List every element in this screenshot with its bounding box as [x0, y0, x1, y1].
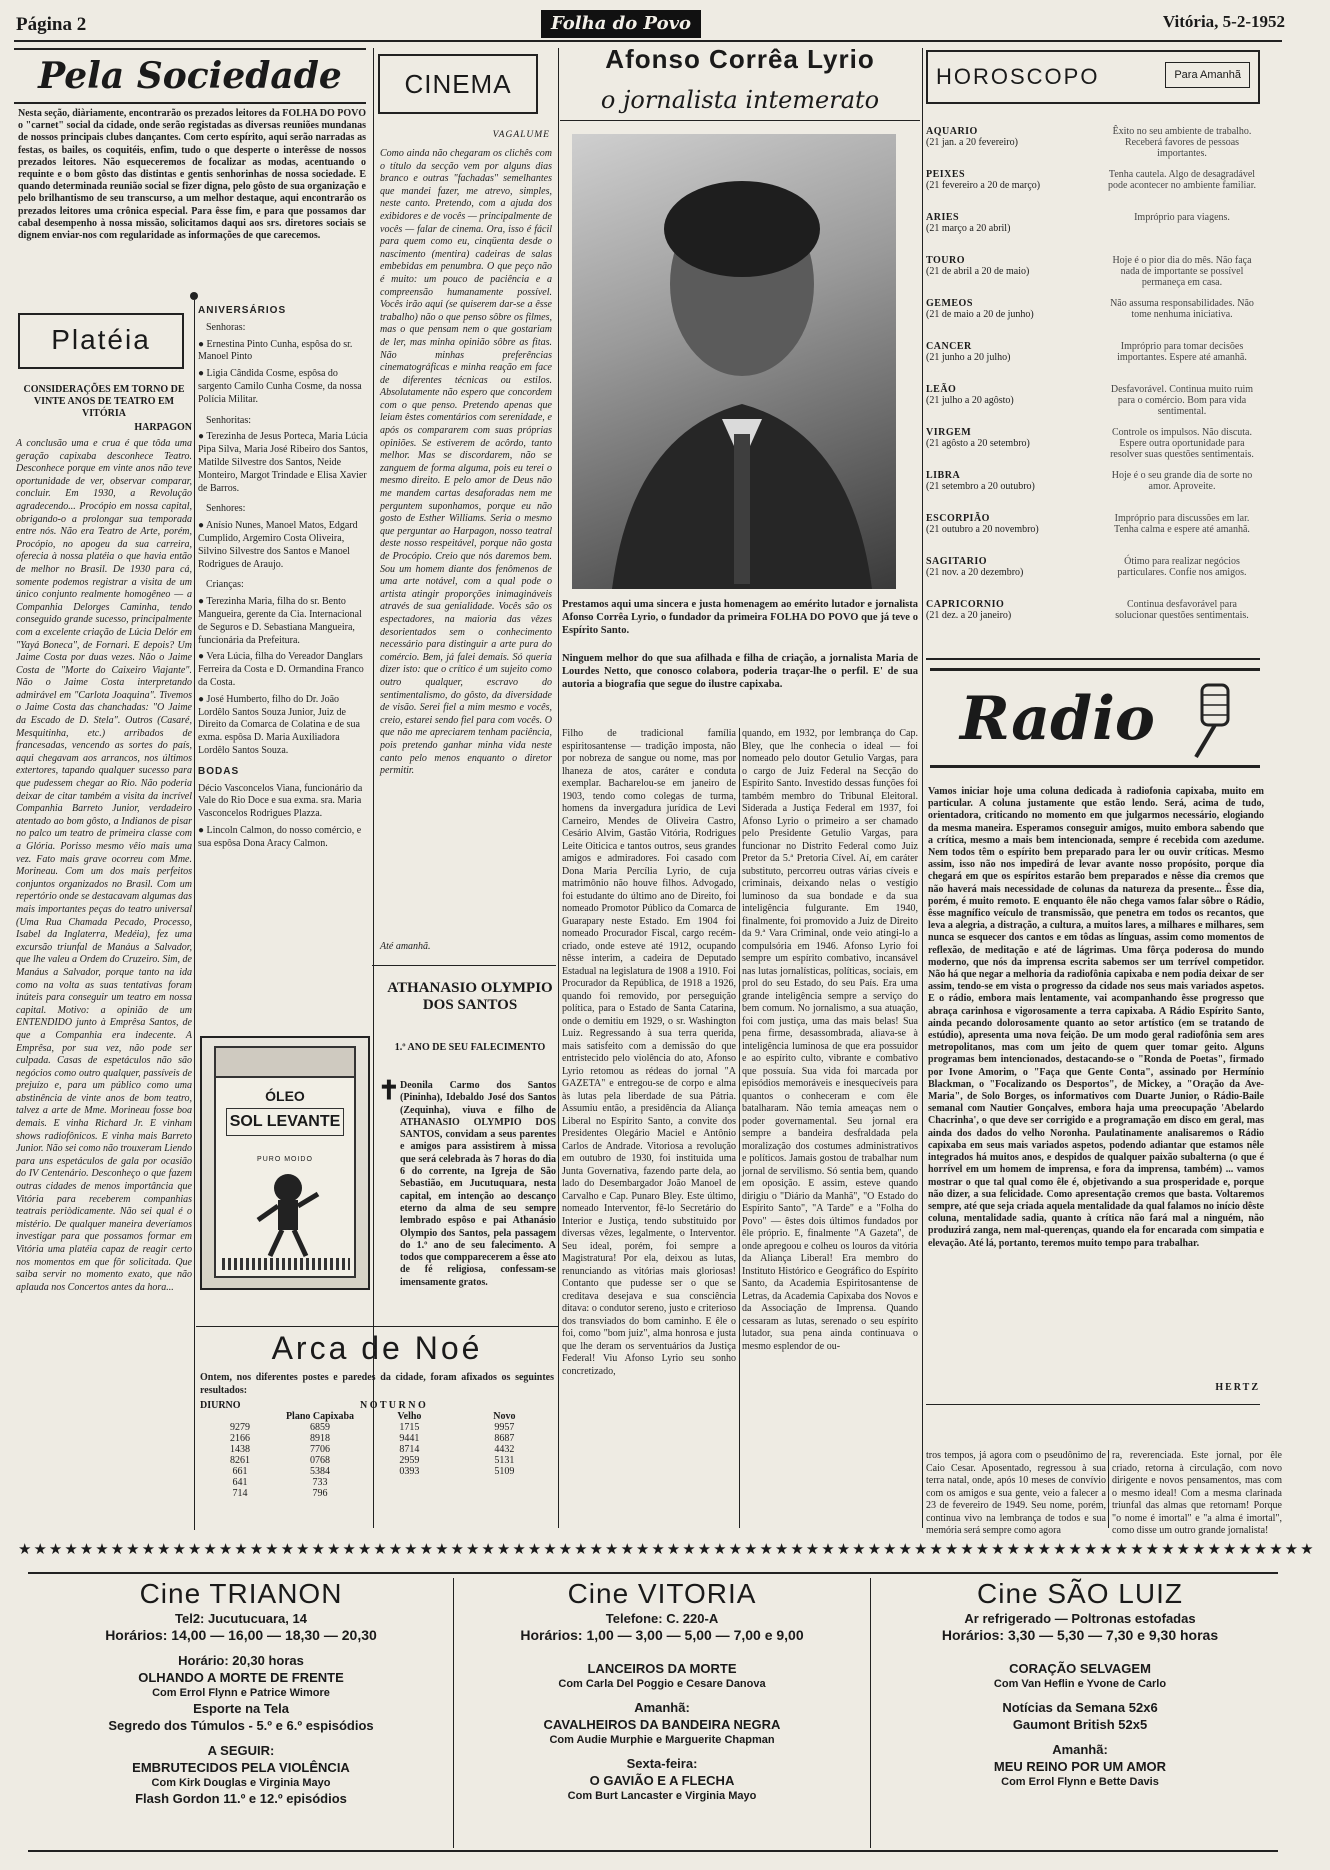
header-rule — [14, 40, 1282, 42]
cine-program-line: Amanhã: — [634, 1700, 690, 1715]
page-label: Página 2 — [16, 14, 87, 35]
horoscope-row — [922, 339, 1259, 382]
arca-intro: Ontem, nos diferentes postes e paredes da cidade, foram afixados os seguintes resultados: — [200, 1372, 554, 1396]
horoscope-row — [922, 210, 1259, 253]
cine-program-line: Com Audie Murphie e Marguerite Chapman — [549, 1734, 775, 1746]
col-diurno: DIURNO — [200, 1400, 241, 1411]
table-cell: 8687 — [494, 1433, 515, 1444]
cine-program-line — [458, 1747, 866, 1755]
criancas-label: Crianças: — [206, 579, 244, 591]
cine-program — [34, 1652, 448, 1807]
ad-brand-top: ÓLEO — [265, 1088, 305, 1104]
cine-program-line: Com Errol Flynn e Patrice Wimore — [152, 1687, 330, 1699]
radio-title-box — [930, 668, 1260, 768]
aniversarios-title: ANIVERSÁRIOS — [198, 305, 287, 316]
divider — [926, 658, 1260, 660]
cine-program-line: LANCEIROS DA MORTE — [587, 1661, 737, 1676]
column-rule — [739, 728, 740, 1528]
table-cell: 733 — [312, 1477, 328, 1488]
lyrio-portrait — [572, 134, 896, 589]
cine-program-line: Segredo dos Túmulos - 5.º e 6.º espisódios — [108, 1718, 374, 1733]
list-item: ● Terezinha Maria, filha do sr. Bento Mangueira, gerente da Cia. Internacional de Seguros e D. Sebastiana Mangueira, funcionária da Prefeitura. — [198, 596, 362, 646]
horoscope-row — [922, 253, 1259, 296]
table-cell: 1438 — [230, 1444, 250, 1455]
senhores-label: Senhores: — [206, 503, 246, 515]
radio-text: Vamos iniciar hoje uma coluna dedicada à radiofonia capixaba, muito em particular. A coluna justamente que estão lendo. Será, acima de tudo, orientadora, criticando no momento em que julgarmos necessário, elogiando da mesma maneira. Esperamos conseguir amigos, muito embora sabendo que a crítica, mesmo a mais bem intencionada, sempre é recebida com azedume. Nem todos têm o espírito bem preparado para ler ou ouvir críticas. Mesmo assim, isso não nos impedirá de levar avante nosso propósito, porque dia chegará em que os espíritos estarão bem preparados e nêsse dia cremos que não haverá mais necessidade de colunas da natureza da presente... Êsse dia, porém, é muito remoto. E enquanto êle não chega vamos falar sôbre o Rádio, êsse magnífico veículo de transmissão, que penetra em todos os recantos, que leva a alegria, a distração, a cultura, a muitos lares, a milhares e milhares, sem nunca se esquecer dos cantos e em tôdas as línguas, assim como momentos de reflexão, de meditação e até de lágrimas. Uma fôrça poderosa do mundo moderno, que nós da imprensa escrita sabemos ser um terrível competidor. Não há que negar a melhoria da radiofônia capixaba e nem podia deixar de ser assim, tendo-se em vista o progresso da cidade nos seus mais variados aspetos. E o rádio, embora mais lentamente, vai acompanhando êsse progresso que abraça carinhosa e vigorosamente a terra capixaba. A Rádio Espírito Santo, ainda pecando dolorosamente quanto ao setor artístico (em se tratando de estúdio), apresenta uma nova feição. De um modo geral radiofônia sem ares metropolitanos, mas com um jeito de quem quer tomar geito. Alguns programas bem intencionados, destacando-se o "Ronda de Poetas", firmado por Ivone Amorim, o "Faça que Gente Conta", assinado por Hermínio Blackman, o "Focalizando os Desportos", de Mickey, a "Oração da Ave-Maria", de Solo Borges, os informativos com Duarte Junior, o Rádio-Baile semanal com Nautier Gonçalves, embora haja uma preocupação 'Abelardo Chacrinha', o que deve ser corrigido e a programação em disco em geral, mas ainda dos dados do velho Noronha. Paulatinamente analisaremos o Rádio capixaba em seus mais variados aspetos, podendo adiantar que estamos nêle integrados há muitos anos, e despidos de qualquer paixão subalterna (o que é horrível em um homem de imprensa, e fora da imprensa, também) ... vamos mostrar o que tal qual como êle é, objetivando a sua prosperidade e, porque não dizer, a sua felicidade. Como apresentação cremos que basta. Voltaremos sempre, até que seja criada aquela mentalidade da qual falamos no início dêste coluna, mentalidade sadia, quanto à crítica não fará mal a ninguém, não produzirá zanga, nem mal-querenças, quando ela for encarada com simpatia e elevação. Até lá, portanto, teremos muito tempo para trabalhar. — [928, 786, 1264, 1249]
arca-title: Arca de Noé — [271, 1330, 483, 1366]
table-cell: 7706 — [310, 1444, 330, 1455]
obituary-subtitle: 1.º ANO DE SEU FALECIMENTO — [394, 1042, 546, 1053]
sign-block — [926, 341, 1096, 363]
sign-dates: (21 agôsto a 20 setembro) — [926, 438, 1030, 449]
table-cell: 2166 — [230, 1433, 250, 1444]
sign-name: GEMEOS — [926, 298, 973, 309]
masthead: Folha do Povo — [541, 10, 701, 38]
lyrio-col-1: Filho de tradicional família espiritosantense — tradição imposta, não por nobreza de sangue ou nome, mas por lhaneza de atos, caráter e conduta exemplar. Bacharelou-se em janeiro de 1903, tendo como colegas de turma, homens da invergadura jurídica de Levi Carneiro, Mendes de Oliveira Castro, Cesário Alvim, Gastão Vitória, Rodrigues Leite Oiticica e tantos outros, seus grandes amigos e admiradores. Foi casado com Dona Maria Percília Lyrio, de cuja matrimônio não houve filhos. Advogado, foi estudante do último ano de Direito, foi nomeado Promotor Público da Comarca de Guarapary neste Estado. Em 1904 foi nomeado Procurador Fiscal, cargo recém-criado, onde esteve até 1912, ocupando nêsse interim, a cadeira de Deputado Estadual na legislatura de 1908 a 1910. Foi Procurador da República, de 1918 a 1926, quando foi removido, por perseguição política, para o Estado de Santa Catarina, onde o demitiu em 1929, o sr. Washington Luiz. Regressando à sua terra querida, mais satisfeito com a demissão do que entristecido pelo violência do ato, Afonso Lyrio retomou as rédeas do jornal "A GAZETA" e entregou-se de corpo e alma às lutas pela liberdade de sua Pátria. Assumiu então, a presidência da Aliança Liberal no Espírito Santo, a convite dos Presidentes Olegário Maciel e Antônio Carlos de Andrade. Vitoriosa a revolução em outubro de 1930, foi instituida uma Junta Governativa, fazendo parte dela, ao lado do Desembargador João Manoel de Carvalho e Cap. Punaro Bley. Este último, nomeado Interventor, fê-lo Secretário do Interior e Justiça, tendo substituido por diversas vêzes, legalmente, o Interventor. Seu ideal, porém, foi sempre a Magistratura! Por ela, deixou as lutas, renunciando as vitórias mais gloriosas! Contanto que pudesse ser o que se creditava desejava e sua consciência ditava: o condutor sereno, justo e criterioso dos transviados do bom caminho. E êle o foi, como "bom juiz", alma honrosa e justa que lhe deram os serventuários da Justiça Federal! Viu Afonso Lyrio seu sonho concretizado, — [562, 728, 736, 1377]
col-noturno: N O T U R N O — [360, 1400, 426, 1411]
table-cell: 1715 — [399, 1422, 420, 1433]
sign-block — [926, 384, 1096, 406]
table-row — [200, 1488, 550, 1499]
sign-forecast: Hoje é o seu grande dia de sorte no amor. Aproveite. — [1111, 470, 1253, 492]
cine-program-line: O GAVIÃO E A FLECHA — [589, 1773, 735, 1788]
cine-program-line: Gaumont British 52x5 — [1012, 1717, 1148, 1732]
cine-program-line — [875, 1691, 1285, 1699]
aniversarios-column — [198, 305, 370, 854]
cine-hours: Horários: 3,30 — 5,30 — 7,30 e 9,30 horas — [941, 1627, 1219, 1643]
horoscope-row — [922, 554, 1259, 597]
cinema-title: CINEMA — [378, 54, 538, 114]
sign-name: CANCER — [926, 341, 972, 352]
horoscope-row — [922, 511, 1259, 554]
table-cell: 2959 — [399, 1455, 420, 1466]
sign-forecast: Controle os impulsos. Não discuta. Espere outra oportunidade para resolver suas questões sentimentais. — [1110, 427, 1254, 460]
sign-forecast: Desfavorável. Continua muito ruim para o comércio. Bom para vida sentimental. — [1110, 384, 1254, 417]
cine-program-line: Flash Gordon 11.º e 12.º episódios — [135, 1791, 347, 1806]
sign-name: CAPRICORNIO — [926, 599, 1005, 610]
cine-program-line: Com Carla Del Poggio e Cesare Danova — [558, 1678, 766, 1690]
lyrio-lead: Ninguem melhor do que sua afilhada e filha de criação, a jornalista Maria de Lourdes Netto, que conosco colabora, poderia traçar-lhe o perfil. E' de sua autoria a biografia que segue do ilustre capixaba. — [562, 653, 918, 690]
cine-program-line: Horário: 20,30 horas — [178, 1653, 304, 1668]
sign-name: LEÃO — [926, 384, 957, 395]
cine-address: Telefone: C. 220-A — [605, 1611, 719, 1626]
sign-name: ARIES — [926, 212, 960, 223]
table-cell: 9441 — [399, 1433, 420, 1444]
cine-program-line — [458, 1652, 866, 1660]
sign-block — [926, 212, 1096, 234]
plateia-text: A conclusão uma e crua é que tôda uma geração capixaba desconhece Teatro. Desconhece porque em vinte anos não teve oportunidade de ver, observar comparar, concluir. Em 1930, a Revolução agradecendo... Procópio em nossa capital, obrigando-o a prolongar sua temporada entre nós. Não era Teatro de Arte, porém, Procópio, no apogeu da sua carreira, oferecia à nossa platéia o que havia então de melhor no Brasil. De 1930 para cá, somente podemos registrar a visita de um único conjunto realmente homogêneo — a Companhia Delorges Caminha, tendo conseguido grande sucesso, principalmente com a excelente criação de Lúcia Delór em "Yayá Boneca", de Fornari. E depois? Um Jaime Costa por duas vezes. Não o Jaime Costa de "Morte do Caixeiro Viajante". Não o Jaime Costa interpretando admirável em "Carlota Joaquina". Tivemos o Jaime Costa das chanchadas: "O Jaime da Escado de D. Stela". Outros (Casaré, Mesquitinha, etc.) arribados de francesadas, vencendo as sortes do país, aqui chegavam aos arrancos, nos últimos extertores, tapando qualquer sucesso para que pudessem chegar ao Rio. Não poderia deixar de citar também a visita da incrível Companhia Barreto Junior, verdadeiro atentado ao bom gôsto, a Indianos de pisar no palco um teatro de primeira classe com a Glória. Porisso mesmo vêio mais uma vez. Fato mais grave ocorreu com Mme. Morineau. Com um dos mais perfeitos conjuntos organizados no Brasil. Com um repertório onde se destacavam algumas das mais importantes peças do teatro universal (Uma Rua Chamada Pecado, Processo, Isabel da Inglaterra, Medéia), fez uma excursão triunfal de Manáus a Salvador, que lhe valeu a Ordem do Cruzeiro. Sim, de Manáus a Salvador, porque tanto na ida como na volta as suas tentativas foram inúteis para conseguir um teatro em nossa capital. Motivo: a opinião de um ENTENDIDO junto à Emprêsa Santos, de que a Companhia era indecente. A Emprêsa, por sua vez, não pode ser culpada. Casas de espetáculos não são negócios como outro qualquer, passíveis de prejuízo e, para um público como uma abstinência de vinte anos de bom teatro, talvez a arte de Mme. Morineau fosse boa demais. E vinha Richard Jr. E vinham shows radiofônicos. E vinha mais Barreto Junior. Não sei como não trouxeram Liendo para uns espetáculos de gala por ocasião do IV Centenário. Desconheço o que fazem outras cidades de menos importância que Vitória para receberem companhias teatrais periòdicamente. Não sei qual é o mistério. De qualquer maneira deveríamos investigar para que possamos formar em Vitória uma platéia capaz de reagir certo nos momentos em que fôr solicitada. Que saiba servir no momento exato, que não aplauda nos Concertos antes da hora... — [16, 438, 193, 1293]
divider — [372, 965, 556, 966]
cine-program-line: Com Kirk Douglas e Virginia Mayo — [151, 1777, 331, 1789]
ad-brand-name: SOL LEVANTE — [226, 1108, 344, 1136]
plateia-byline: HARPAGON — [134, 422, 192, 433]
horoscope-row — [922, 597, 1259, 640]
arca-table-body — [200, 1422, 550, 1499]
cine-top-rule — [28, 1572, 1278, 1574]
ad-pattern — [222, 1258, 350, 1270]
column-rule — [558, 48, 559, 1528]
horoscope-row — [922, 167, 1259, 210]
sign-block — [926, 556, 1096, 578]
list-item: ● Terezinha de Jesus Porteca, Maria Lúcia Pipa Silva, Maria José Ribeiro dos Santos, Matilde Silvestre dos Santos, Neide Monteiro, Margot Trindade e Elisa Xavier de Barros. — [198, 431, 368, 494]
cine-name: Cine SÃO LUIZ — [977, 1578, 1183, 1609]
table-cell: 5131 — [494, 1455, 515, 1466]
sign-dates: (21 fevereiro a 20 de março) — [926, 180, 1041, 191]
sign-forecast: Impróprio para tomar decisões importantes. Espere até amanhã. — [1117, 341, 1247, 363]
portrait-silhouette — [572, 134, 896, 589]
sign-name: ESCORPIÃO — [926, 513, 990, 524]
horoscope-row — [922, 468, 1259, 511]
bodas-label: BODAS — [198, 765, 240, 777]
sign-block — [926, 599, 1096, 621]
sign-block — [926, 298, 1096, 320]
sign-forecast: Impróprio para viagens. — [1134, 212, 1230, 223]
cine-name: Cine TRIANON — [139, 1578, 343, 1609]
sign-name: PEIXES — [926, 169, 966, 180]
date-place: Vitória, 5-2-1952 — [1162, 12, 1285, 31]
table-cell: 5384 — [310, 1466, 330, 1477]
sign-name: AQUARIO — [926, 126, 978, 137]
cine-program-line: Com Burt Lancaster e Virginia Mayo — [567, 1790, 757, 1802]
horoscope-row — [922, 425, 1259, 468]
sign-name: LIBRA — [926, 470, 961, 481]
obituary-text: Deonila Carmo dos Santos (Pininha), Idebaldo José dos Santos (Zequinha), viuva e filho de ATHANASIO OLYMPIO DOS SANTOS, convidam a seus parentes e amigos para assistirem à missa que será celebrada às 7 horas do dia 6 do corrente, na Igreja de São Sebastião, em Jucutuquara, nesta capital, em intenção ao descanço eterno da alma de seu sempre lembrado espôso e pai Athanásio Olympio dos Santos, pela passagem do 1.º ano de seu falecimento. A todos que compparecerem a êsse ato de fé religiosa, confessam-se imensamente gratos. — [400, 1080, 556, 1288]
horoscopo-subtitle: Para Amanhã — [1165, 62, 1250, 88]
sign-forecast: Não assuma responsabilidades. Não tome nenhuma iniciativa. — [1110, 298, 1254, 320]
cine-program-line — [458, 1691, 866, 1699]
cine-program-line: Amanhã: — [1052, 1742, 1108, 1757]
sign-block — [926, 126, 1096, 148]
sign-block — [926, 470, 1096, 492]
sign-name: SAGITARIO — [926, 556, 987, 567]
cinema-text: Como ainda não chegaram os clichês com o título da secção vem por alguns dias branco e outras "fachadas" semelhantes que mandei fazer, me atrevo, simples, neste canto. Pretendo, com a ajuda dos exibidores e de vocês — principalmente de vocês — falar de cinema. Ora, isso é fácil para quem como eu, cinqüenta desde o nascimento (mentira) cadeiras de salas embebidas em penumbra. O que peço não é muito: um pouco de paciência e a compreensão humanamente possível. Vocês irão aqui (se quiserem dar-se a êsse trabalho) não o que penso sôbre os filmes, mas o que pensam nem o que gostariam de ler, mas minha opinião sôbre as fitas. Não minhas preferências cinematográficas e minha reação em face de diferentes técnicas ou estilos. Absolutamente não espero que concordem com o que penso. Pretendo apenas que leiam êstes comentários com serenidade, e após os compararem com suas próprias opiniões. Se estiverem de acôrdo, tanto melhor. Mas se discordarem, não se zanguem de forma alguma, pois eu terei o mesmo direito. E pelo amor de Deus não me mandem cartas desaforadas nem me perguntem suponhamos, porque eu não gosto de Esther Williams. Seria o mesmo que perguntar ao Harpagon, nosso teatral deste nosso respeitável, porque não gosta de Procópio. Creio que nós daremos bem. Sou um homem diante dos fenômenos de uma arte notável, com a qual pode o artista atingir proporções inimagináveis através de sua genialidade. Vocês são os espectadores, na maioria das vêzes desorientados sem o conhecimento necessário para distinguir a arte pura do comércio. Bem, já falei demais. Só queria dizer isto: que o crítico é um sujeito como outro qualquer, escravo do sentimentalismo, do gôsto, da diversidade de visão. Serei fiel a mim mesmo e vocês, creio, estarei sendo fiel para com vocês. O que não me apreciarem tenham paciência, pois pretendo ganhar minha vida neste canto pelo menos enquanto o diretor permitir. — [380, 148, 552, 777]
radio-signature: HERTZ — [1215, 1382, 1260, 1393]
radio-title: Radio — [960, 684, 1155, 754]
col-plano: Plano Capixaba — [285, 1411, 355, 1422]
lyrio-col-2: quando, em 1932, por lembrança do Cap. Bley, que lhe conhecia o ideal — foi nomeado pelo doutor Getulio Vargas, para o cargo de Juiz Federal na Secção do Espírito Santo. Investido dessas funções foi também membro do Tribunal Eleitoral. Siderada a Justiça Federal em 1937, foi Afonso Lyrio o primeiro a ser chamado pelo Presidente Getulio Vargas, para funcionar no Distrito Federal como Juiz Pretor da 5.ª Pretoria Cível. Aí, em caráter substituto, percorreu outras várias cíveis e criminais, deixando nelas o vestígio luminoso da sua bondade e da sua inteligência fulgurante. Em 1940, finalmente, foi promovido a Juiz de Direito da 9.ª Vara Criminal, onde veio atingi-lo a compulsória em 1946. Afonso Lyrio foi sempre um espírito combativo, incansável nas lutas jornalísticas, políticas, sociais, em prol do seu Estado, do seu País. Era uma grande inteligência sempre a serviço do bem comum. No jornalismo, a sua atuação, foi com justiça, uma das mais belas! Sua pena firme, desassombrada, aliava-se à inteligência luminosa de que era possuidor e ao espírito culto, vibrante e combativo que possuía. Sua vida foi marcada por episódios memoráveis e inesquecíveis para quantos o conheceram e com êle batalharam. Não temia ameaças nem o poder governamental. Seu jornal era sempre a bandeira desfraldada pela moralização dos costumes administrativos e políticos. Jamais gostou de trabalhar num jornal de servilismo. Só sentia bem, quando em oposição. E assim, esteve quando dirigiu o "Diário da Manhã", "O Estado do Espírito Santo", "A Tarde" e a "Folha do Povo" — êstes dois últimos fundados por êle próprio. E, finalmente "A Gazeta", de onde apregoou e colheu os louros da vitória da Aliança Liberal! Era membro do Instituto Histórico e Geográfico do Espírito Santo, da Academia Espiritosantense de Letras, da Academia Capixaba dos Novos e da Associação de Imprensa. Quando cessaram as lutas, serenado o seu espírito lutador, sua pena ainda continuava o mesmo esplendor de ou- — [742, 728, 918, 1352]
list-item: ● Lincoln Calmon, do nosso comércio, e sua espôsa Dona Aracy Calmon. — [198, 824, 362, 849]
sign-dates: (21 nov. a 20 dezembro) — [926, 567, 1024, 578]
cine-program-line: CORAÇÃO SELVAGEM — [1009, 1661, 1151, 1676]
cine-program-line: Sexta-feira: — [626, 1756, 698, 1771]
table-cell: 641 — [232, 1477, 248, 1488]
sign-dates: (21 jan. a 20 fevereiro) — [926, 137, 1018, 148]
cine-program-line — [875, 1733, 1285, 1741]
cine-program-line: Com Errol Flynn e Bette Davis — [1001, 1776, 1159, 1788]
table-cell: 8918 — [310, 1433, 330, 1444]
table-cell: 796 — [312, 1488, 328, 1499]
column-rule — [453, 1578, 454, 1848]
sign-block — [926, 169, 1096, 191]
sign-dates: (21 dez. a 20 janeiro) — [926, 610, 1012, 621]
table-cell — [459, 1477, 550, 1488]
list-item: Décio Vasconcelos Viana, funcionário da Vale do Rio Doce e sua exma. sra. Maria Vasconcelos Rodrigues Plazza. — [198, 782, 363, 820]
table-row — [200, 1422, 550, 1433]
lyrio-headline-2: o jornalista intemerato — [560, 86, 920, 121]
senhoras-list — [198, 339, 370, 407]
obituary-title: ATHANASIO OLYMPIO DOS SANTOS — [387, 980, 553, 1013]
table-row — [200, 1466, 550, 1477]
sign-dates: (21 de maio a 20 de junho) — [926, 309, 1034, 320]
table-cell: 9279 — [230, 1422, 250, 1433]
column-rule — [373, 48, 374, 1528]
list-item: ● José Humberto, filho do Dr. João Lordêlo Santos Souza Junior, Juiz de Direito da Comarca de Colatina e de sua exma. espôsa D. Maria Auxiliadora Lordêlo Santos Souza. — [198, 693, 360, 756]
table-cell: 4432 — [494, 1444, 515, 1455]
col-velho: Velho — [397, 1411, 422, 1422]
list-item: ● Anísio Nunes, Manoel Matos, Edgard Cumplido, Argemiro Costa Oliveira, Silvino Silvestre dos Santos e Manoel Rodrigues de Araujo. — [198, 520, 358, 570]
column-rule — [870, 1578, 871, 1848]
sociedade-intro: Nesta seção, diàriamente, encontrarão os prezados leitores da FOLHA DO POVO o "carnet" social da cidade, onde serão registadas as diversas reuniões mundanas de nossos principais clubes dançantes. Com certo espírito, aqui serão narradas as festas, os bailes, os coquitéis, enfim, tudo o que desperte o interêsse de nossos prezados leitores. Não esqueceremos de focalizar as modas, acentuando o requinte e o bom gôsto das distintas e gentis senhorinhas de nossa sociedade. E quando determinada reunião social se fizer digna, pelo gôsto de sua organização e pelo brilhantismo de seu transcurso, a um melhor destaque, aqui encontrarão os prezados leitores uma crônica especial. Para êsse fim, e para que possamos dar cabal desempenho à nossa missão, solicitamos daqui aos srs. diretores sociais se dignem enviar-nos com regularidade as informações de que carecemos. — [18, 108, 366, 242]
plateia-title: Platéia — [18, 313, 184, 369]
sign-forecast: Tenha cautela. Algo de desagradável pode acontecer no ambiente familiar. — [1108, 169, 1256, 191]
table-cell: 714 — [232, 1488, 248, 1499]
cinema-signoff: Até amanhã. — [380, 941, 431, 952]
cine-program-line: MEU REINO POR UM AMOR — [993, 1759, 1167, 1774]
cine-program-line: CAVALHEIROS DA BANDEIRA NEGRA — [543, 1717, 781, 1732]
star-divider: ★★★★★★★★★★★★★★★★★★★★★★★★★★★★★★★★★★★★★★★★★★★★★★★★★★★★★★★★★★★★★★★★★★★★★★★★★★★★★★★★★★★★ — [18, 1540, 1316, 1558]
horoscopo-title: HOROSCOPO — [936, 64, 1100, 89]
sign-dates: (21 março a 20 abril) — [926, 223, 1011, 234]
list-item: ● Ernestina Pinto Cunha, espôsa do sr. Manoel Pinto — [198, 338, 353, 363]
divider — [926, 1404, 1260, 1405]
horoscope-row — [922, 296, 1259, 339]
sign-dates: (21 setembro a 20 outubro) — [926, 481, 1035, 492]
cine-program-line: EMBRUTECIDOS PELA VIOLÊNCIA — [132, 1760, 350, 1775]
horoscope-row — [922, 124, 1259, 167]
sign-forecast: Êxito no seu ambiente de trabalho. Receberá favores de pessoas importantes. — [1112, 126, 1252, 159]
cine-address: Tel2: Jucutucuara, 14 — [175, 1611, 307, 1626]
sun-man-icon — [248, 1170, 328, 1260]
sign-forecast: Impróprio para discussões em lar. Tenha calma e espere até amanhã. — [1114, 513, 1250, 535]
table-row — [200, 1433, 550, 1444]
table-cell: 8714 — [399, 1444, 420, 1455]
lyrio-col-3: tros tempos, já agora com o pseudônimo de Caio Cesar. Aposentado, regressou à sua terra natal, onde, após 10 meses de convívio com os amigos e sua gente, veio a falecer a 23 de fevereiro de 1949. Seu nome, porém, continua vivo na lembrança de todos e sua memória será sempre como agora — [926, 1450, 1106, 1536]
table-row — [200, 1477, 550, 1488]
plateia-headline: CONSIDERAÇÕES EM TORNO DE VINTE ANOS DE TEATRO EM VITÓRIA — [23, 384, 185, 419]
table-subheader — [200, 1411, 550, 1422]
oil-can — [214, 1046, 356, 1278]
ad-brand-sub: PURO MOIDO — [257, 1156, 313, 1163]
divider — [196, 1326, 558, 1327]
senhoritas-label: Senhoritas: — [206, 414, 251, 426]
cinema-byline: VAGALUME — [492, 130, 550, 140]
senhoras-label: Senhoras: — [206, 321, 246, 333]
table-cell — [459, 1488, 550, 1499]
microphone-icon — [1182, 681, 1242, 761]
col-novo: Novo — [493, 1411, 516, 1422]
table-cell: 0393 — [399, 1466, 420, 1477]
cine-program-line: Com Van Heflin e Yvone de Carlo — [993, 1678, 1167, 1690]
sign-dates: (21 julho a 20 agôsto) — [926, 395, 1014, 406]
sociedade-title: Pela Sociedade — [38, 55, 342, 97]
table-row — [200, 1455, 550, 1466]
sign-name: TOURO — [926, 255, 965, 266]
sign-block — [926, 255, 1096, 277]
sign-block — [926, 427, 1096, 449]
sign-dates: (21 outubro a 20 novembro) — [926, 524, 1039, 535]
cine-program-line: Esporte na Tela — [193, 1701, 289, 1716]
cine-trianon — [34, 1578, 448, 1858]
table-cell: 661 — [232, 1466, 248, 1477]
table-cell: 5109 — [494, 1466, 515, 1477]
sociedade-title-box — [14, 48, 366, 104]
table-cell — [360, 1477, 459, 1488]
arca-results-table — [200, 1400, 550, 1499]
sign-block — [926, 513, 1096, 535]
cine-address: Ar refrigerado — Poltronas estofadas — [964, 1611, 1196, 1626]
list-item: ● Vera Lúcia, filha do Vereador Danglars Ferreira da Costa e D. Ormandina Franco da Costa. — [198, 651, 364, 688]
cross-icon: ✝ — [378, 1076, 400, 1106]
cine-program-line — [34, 1734, 448, 1742]
list-item: ● Ligia Cândida Cosme, espôsa do sargento Camilo Cunha Cosme, da nossa Polícia Militar. — [198, 368, 362, 405]
bullet-ornament — [190, 292, 198, 300]
table-header — [200, 1400, 550, 1411]
horoscopo-title-box — [926, 50, 1260, 104]
cine-name: Cine VITORIA — [567, 1578, 757, 1609]
cine-hours: Horários: 1,00 — 3,00 — 5,00 — 7,00 e 9,00 — [520, 1627, 804, 1643]
cine-bottom-rule — [28, 1850, 1278, 1852]
horoscopo-list — [922, 124, 1259, 644]
cine-vitoria — [458, 1578, 866, 1858]
cine-hours: Horários: 14,00 — 16,00 — 18,30 — 20,30 — [105, 1627, 377, 1643]
sign-forecast: Continua desfavorável para solucionar questões sentimentais. — [1115, 599, 1249, 621]
table-row — [200, 1444, 550, 1455]
oleo-ad — [200, 1036, 370, 1290]
table-cell — [360, 1488, 459, 1499]
lyrio-col-4: ra, reverenciada. Este jornal, por êle criado, retorna à circulação, com novo dirigente e novos pensamentos, mas com o mesmo ideal! Com a mesma clarinada triunfal das almas que retornam! Porque "o nome é imortal" e "a alma é imortal", como disse um outro grande jornalista! — [1112, 1450, 1282, 1536]
cine-program-line: OLHANDO A MORTE DE FRENTE — [138, 1670, 344, 1685]
column-rule — [194, 300, 195, 1530]
can-top — [216, 1048, 354, 1078]
cine-program — [875, 1652, 1285, 1789]
cine-program-line: A SEGUIR: — [207, 1743, 275, 1758]
horoscope-row — [922, 382, 1259, 425]
lyrio-caption: Prestamos aqui uma sincera e justa homenagem ao emérito lutador e jornalista Afonso Corrêa Lyrio, o fundador da primeira FOLHA DO POVO que já teve o Espírito Santo. — [562, 599, 918, 636]
lyrio-headline-1: Afonso Corrêa Lyrio — [605, 44, 875, 74]
table-cell: 8261 — [230, 1455, 250, 1466]
cine-program-line — [875, 1652, 1285, 1660]
cine-sao-luiz — [875, 1578, 1285, 1858]
table-cell: 0768 — [310, 1455, 330, 1466]
cine-program — [458, 1652, 866, 1803]
sign-forecast: Hoje é o pior dia do mês. Não faça nada de importante se possível permaneça em casa. — [1112, 255, 1252, 288]
column-rule — [1108, 1450, 1109, 1528]
table-cell: 6859 — [310, 1422, 330, 1433]
cine-program-line: Notícias da Semana 52x6 — [1002, 1700, 1158, 1715]
sign-forecast: Ótimo para realizar negócios particulares. Confie nos amigos. — [1117, 556, 1247, 578]
sign-dates: (21 junho a 20 julho) — [926, 352, 1011, 363]
table-cell: 9957 — [494, 1422, 515, 1433]
sign-name: VIRGEM — [926, 427, 972, 438]
sign-dates: (21 de abril a 20 de maio) — [926, 266, 1030, 277]
